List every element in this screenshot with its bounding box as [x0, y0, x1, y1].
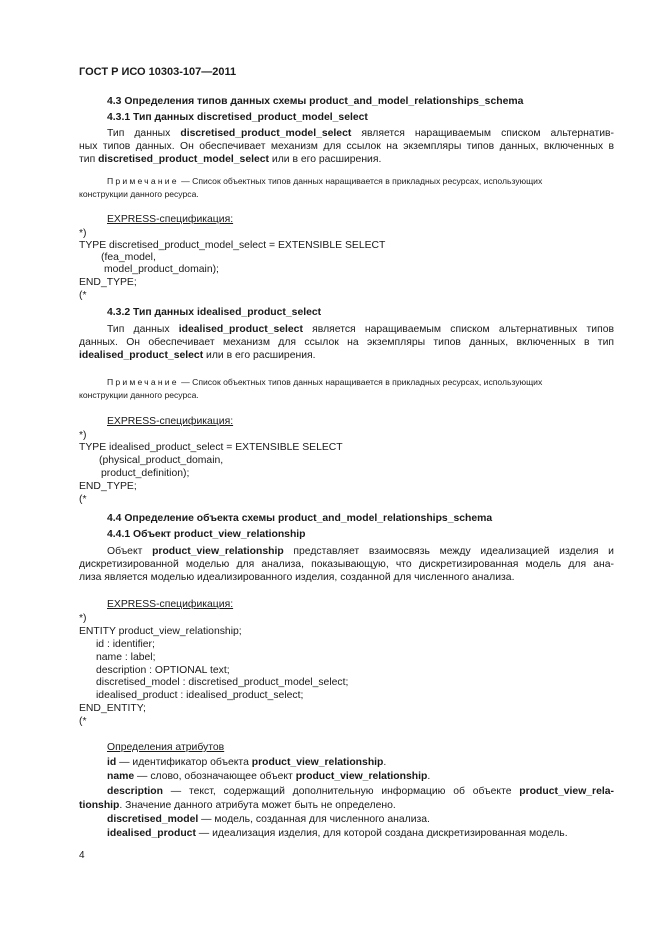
note-4-3-2: Примечание — Список объектных типов данных наращивается в прикладных ресурсах, использующих [107, 377, 543, 387]
paragraph-4-3-2-line: данных. Он обеспечивает механизм для ссылок на экземпляры типов данных, включенных в тип [79, 337, 614, 348]
note-4-3-1: Примечание — Список объектных типов данных наращивается в прикладных ресурсах, использующих [107, 176, 543, 186]
code-line: (physical_product_domain, [99, 455, 224, 466]
attribute-description-cont: tionship. Значение данного атрибута может быть не определено. [79, 800, 396, 811]
express-spec-label: EXPRESS-спецификация: [107, 214, 234, 225]
attribute-name: name — слово, обозначающее объект product_view_relationship. [107, 771, 431, 782]
code-line: model_product_domain); [104, 264, 219, 275]
code-line: product_definition); [101, 468, 190, 479]
code-line: idealised_product : idealised_product_select; [96, 690, 304, 701]
note-4-3-1-cont: конструкции данного ресурса. [79, 189, 199, 199]
code-line: discretised_model : discretised_product_model_select; [96, 677, 349, 688]
paragraph-4-4-1-line: дискретизированной моделью для анализа, показывающую, что дискретизированная модель для ана- [79, 559, 614, 570]
code-line: name : label; [96, 652, 156, 663]
section-4-3-heading: 4.3 Определения типов данных схемы product_and_model_relationships_schema [107, 96, 524, 107]
code-line: TYPE discretised_product_model_select = EXTENSIBLE SELECT [79, 240, 386, 251]
paragraph-4-3-2-line: idealised_product_select или в его расширения. [79, 350, 316, 361]
code-line: id : identifier; [96, 639, 155, 650]
section-4-3-1-heading: 4.3.1 Тип данных discretised_product_model_select [107, 112, 368, 123]
attribute-description: description — текст, содержащий дополнительную информацию об объекте product_view_rela- [107, 786, 614, 797]
attribute-discretised-model: discretised_model — модель, созданная для численного анализа. [107, 814, 430, 825]
code-line: description : OPTIONAL text; [96, 665, 230, 676]
page-number: 4 [79, 850, 85, 861]
paragraph-4-3-1-line: ных типов данных. Он обеспечивает механизм для ссылок на экземпляры типов данных, включенных в [79, 141, 614, 152]
section-4-4-1-heading: 4.4.1 Объект product_view_relationship [107, 529, 306, 540]
paragraph-4-3-2-line: Тип данных idealised_product_select является наращиваемым списком альтернативных типов [107, 324, 615, 335]
attribute-id: id — идентификатор объекта product_view_relationship. [107, 757, 387, 768]
paragraph-4-4-1-line: лиза является моделью идеализированного изделия, созданной для численного анализа. [79, 572, 515, 583]
note-4-3-2-cont: конструкции данного ресурса. [79, 390, 199, 400]
code-line: *) [79, 228, 87, 239]
attribute-definitions-heading: Определения атрибутов [107, 742, 225, 753]
code-line: (* [79, 494, 87, 505]
document-header: ГОСТ Р ИСО 10303-107—2011 [79, 66, 237, 78]
code-line: END_ENTITY; [79, 703, 146, 714]
paragraph-4-3-1-line: тип discretised_product_model_select или в его расширения. [79, 154, 382, 165]
paragraph-4-3-1-line: Тип данных discretised_product_model_select является наращиваемым списком альтернатив- [107, 128, 614, 139]
code-line: *) [79, 430, 87, 441]
express-spec-label: EXPRESS-спецификация: [107, 416, 234, 427]
section-4-4-heading: 4.4 Определение объекта схемы product_and_model_relationships_schema [107, 513, 493, 524]
express-spec-label: EXPRESS-спецификация: [107, 599, 234, 610]
code-line: TYPE idealised_product_select = EXTENSIBLE SELECT [79, 442, 343, 453]
paragraph-4-4-1-line: Объект product_view_relationship представляет взаимосвязь между идеализацией изделия и [107, 546, 614, 557]
code-line: (* [79, 290, 87, 301]
code-line: (* [79, 716, 87, 727]
section-4-3-2-heading: 4.3.2 Тип данных idealised_product_select [107, 307, 322, 318]
attribute-idealised-product: idealised_product — идеализация изделия, для которой создана дискретизированная модель. [107, 828, 568, 839]
code-line: ENTITY product_view_relationship; [79, 626, 242, 637]
code-line: END_TYPE; [79, 277, 137, 288]
code-line: END_TYPE; [79, 481, 137, 492]
code-line: *) [79, 613, 87, 624]
code-line: (fea_model, [101, 252, 156, 263]
